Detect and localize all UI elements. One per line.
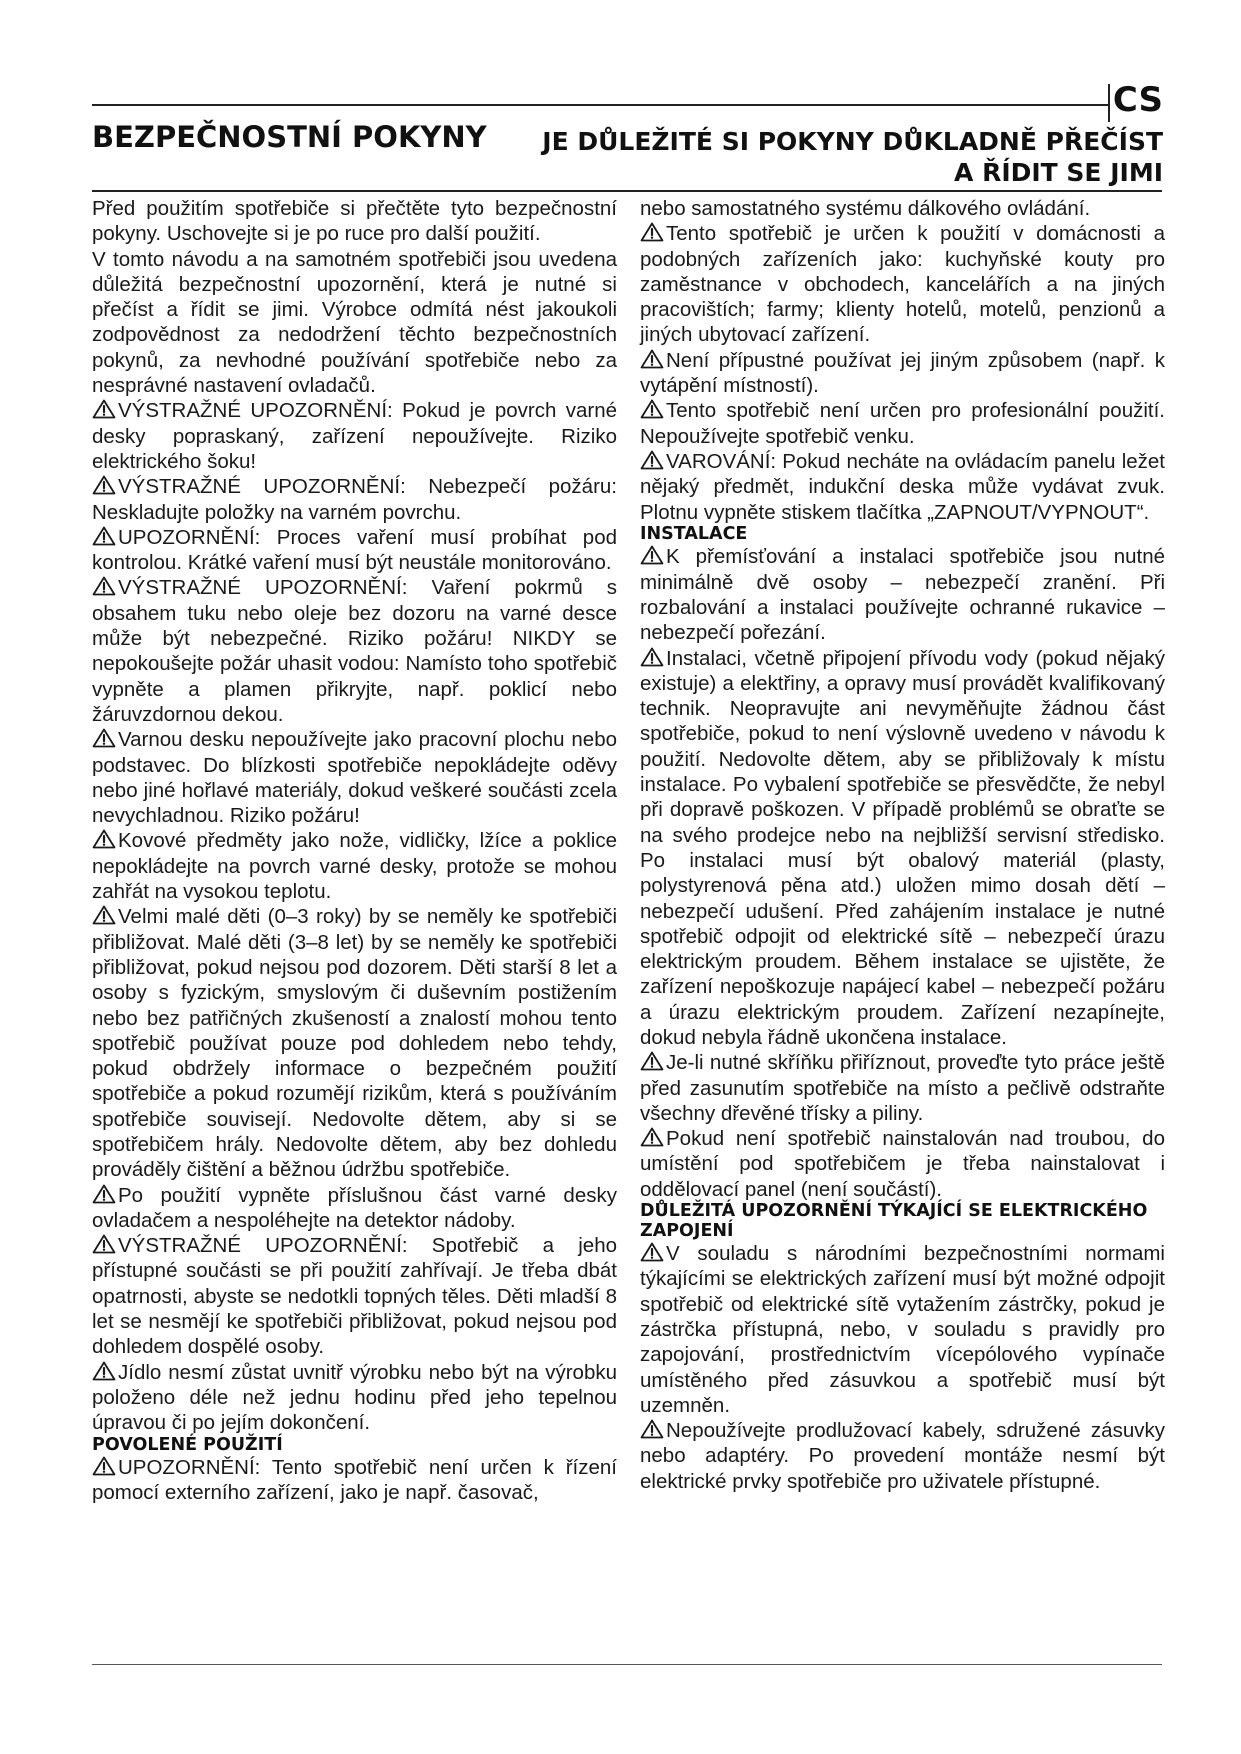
warning-triangle-icon [92, 1361, 116, 1381]
paragraph-text: Tento spotřebič je určen k použití v domácnosti a podobných zařízeních jako: kuchyňské kouty pro zaměstnance v obchodech, kancelářích a na jiných pracovištích; farmy; klienty hotelů, motelů, penzionů a jiných ubytovací zařízení. [640, 222, 1165, 347]
warning-triangle-icon [92, 1234, 116, 1254]
paragraph [92, 575, 617, 727]
paragraph [92, 1455, 617, 1506]
subtitle-line-1: JE DŮLEŽITÉ SI POKYNY DŮKLADNĚ PŘEČÍST [542, 127, 1163, 156]
warning-triangle-icon [92, 526, 116, 546]
page-title: BEZPEČNOSTNÍ POKYNY [92, 120, 487, 154]
language-code: CS [1112, 80, 1163, 120]
paragraph-text: Velmi malé děti (0–3 roky) by se neměly ke spotřebiči přibližovat. Malé děti (3–8 let) by se neměly ke spotřebiči přibližovat, pokud nejsou pod dozorem. Děti starší 8 let a osoby s fyzickým, smyslovým či duševním postižením nebo bez patřičných zkušeností a znalostí mohou tento spotřebič používat pouze pod dohledem nebo tehdy, pokud obdržely informace o bezpečném použití spotřebiče a pokud rozumějí rizikům, která s používáním spotřebiče souvisejí. Nedovolte dětem, aby si se spotřebičem hrály. Nedovolte dětem, aby bez dohledu prováděly čištění a běžnou údržbu spotřebiče. [92, 905, 617, 1182]
warning-triangle-icon [92, 728, 116, 748]
warning-triangle-icon [640, 349, 664, 369]
section-heading [92, 1436, 617, 1456]
paragraph-text: nebo samostatného systému dálkového ovládání. [640, 197, 1091, 220]
subtitle-line-2: A ŘÍDIT SE JIMI [954, 158, 1163, 187]
paragraph [92, 247, 617, 399]
paragraph-text: Je-li nutné skříňku přiříznout, proveďte tyto práce ještě před zasunutím spotřebiče na místo a pečlivě odstraňte všechny dřevěné třísky a piliny. [640, 1051, 1165, 1125]
paragraph [640, 544, 1165, 645]
section-heading [640, 525, 1165, 545]
paragraph [92, 1183, 617, 1234]
paragraph [640, 646, 1165, 1051]
paragraph-text: VAROVÁNÍ: Pokud necháte na ovládacím panelu ležet nějaký předmět, indukční deska může vydávat zvuk. Plotnu vypněte stiskem tlačítka „ZAPNOUT/VYPNOUT“. [640, 449, 1165, 524]
paragraph-text: Jídlo nesmí zůstat uvnitř výrobku nebo být na výrobku položeno déle než jednu hodinu před jeho tepelnou úpravou či po jejím dokončení. [92, 1360, 617, 1435]
paragraph-text: Instalaci, včetně připojení přívodu vody (pokud nějaký existuje) a elektřiny, a opravy musí provádět kvalifikovaný technik. Neopravujte ani nevyměňujte žádnou část spotřebiče, pokud to není výslovně uvedeno v návodu k použití. Nedovolte dětem, aby se přibližovaly k místu instalace. Po vybalení spotřebiče se přesvědčte, že nebyl při dopravě poškozen. V případě problémů se obraťte se na svého prodejce nebo na nejbližší servisní středisko. Po instalaci musí být obalový materiál (plasty, polystyrenová pěna atd.) uložen mimo dosah dětí – nebezpečí udušení. Před zahájením instalace je nutné spotřebič odpojit od elektrické sítě – nebezpečí úrazu elektrickým proudem. Během instalace se ujistěte, že zařízení nepoškozuje napájecí kabel – nebezpečí požáru a úrazu elektrickým proudem. Zařízení nezapínejte, dokud nebyla řádně ukončena instalace. [640, 646, 1165, 1049]
paragraph [92, 525, 617, 576]
warning-triangle-icon [640, 545, 664, 565]
paragraph-text: UPOZORNĚNÍ: Tento spotřebič není určen k řízení pomocí externího zařízení, jako je např. časovač, [92, 1456, 617, 1505]
paragraph [92, 828, 617, 904]
warning-triangle-icon [92, 905, 116, 925]
paragraph-text: VÝSTRAŽNÉ UPOZORNĚNÍ: Spotřebič a jeho přístupné součásti se při použití zahřívají. Je třeba dbát opatrnosti, abyste se nedotkli topných těles. Děti mladší 8 let se nesmějí ke spotřebiči přibližovat, pokud nejsou pod dohledem dospělé osoby. [92, 1234, 617, 1359]
paragraph [640, 449, 1165, 525]
paragraph [640, 1126, 1165, 1202]
paragraph-text: Nepoužívejte prodlužovací kabely, sdružené zásuvky nebo adaptéry. Po provedení montáže nesmí být elektrické prvky spotřebiče pro uživatele přístupné. [640, 1419, 1165, 1493]
paragraph-text: Kovové předměty jako nože, vidličky, lžíce a poklice nepokládejte na povrch varné desky, protože se mohou zahřát na vysokou teplotu. [92, 829, 617, 904]
paragraph [640, 221, 1165, 347]
header-top-rule [92, 104, 1110, 106]
paragraph-text: UPOZORNĚNÍ: Proces vaření musí probíhat pod kontrolou. Krátké vaření musí být neustále monitorováno. [92, 525, 617, 575]
page-subtitle [542, 126, 1163, 188]
warning-triangle-icon [92, 576, 116, 596]
paragraph [640, 196, 1165, 221]
paragraph-text: Tento spotřebič není určen pro profesionální použití. Nepoužívejte spotřebič venku. [640, 399, 1165, 448]
warning-triangle-icon [92, 399, 116, 419]
paragraph [92, 474, 617, 525]
warning-triangle-icon [92, 829, 116, 849]
paragraph-text: V tomto návodu a na samotném spotřebiči jsou uvedena důležitá bezpečnostní upozornění, která je nutné si přečíst a řídit se jimi. Výrobce odmítá nést jakoukoli zodpovědnost za nedodržení těchto bezpečnostních pokynů, za nevhodné používání spotřebiče nebo za nesprávné nastavení ovladačů. [92, 247, 617, 398]
paragraph-text: Varnou desku nepoužívejte jako pracovní plochu nebo podstavec. Do blízkosti spotřebiče nepokládejte oděvy nebo jiné hořlavé materiály, dokud veškeré součásti zcela nevychladnou. Riziko požáru! [92, 728, 617, 828]
paragraph [92, 1233, 617, 1359]
paragraph-text: POVOLENÉ POUŽITÍ [92, 1434, 283, 1455]
header-bottom-rule [92, 190, 1162, 192]
paragraph [92, 1360, 617, 1436]
warning-triangle-icon [640, 1051, 664, 1071]
warning-triangle-icon [640, 647, 664, 667]
warning-triangle-icon [92, 1184, 116, 1204]
paragraph [640, 1241, 1165, 1418]
language-divider [1108, 84, 1110, 122]
paragraph-text: DŮLEŽITÁ UPOZORNĚNÍ TÝKAJÍCÍ SE ELEKTRICKÉHO ZAPOJENÍ [640, 1201, 1148, 1241]
paragraph [92, 398, 617, 474]
paragraph-text: VÝSTRAŽNÉ UPOZORNĚNÍ: Vaření pokrmů s obsahem tuku nebo oleje bez dozoru na varné desce může být nebezpečné. Riziko požáru! NIKDY se nepokoušejte požár uhasit vodou: Namísto toho spotřebič vypněte a plamen přikryjte, např. poklicí nebo žáruvzdornou dekou. [92, 576, 617, 726]
paragraph [640, 1418, 1165, 1494]
paragraph-text: Po použití vypněte příslušnou část varné desky ovladačem a nespoléhejte na detektor nádoby. [92, 1183, 617, 1232]
right-column [640, 196, 1165, 1494]
footer-rule [92, 1664, 1162, 1665]
left-column [92, 196, 617, 1506]
warning-triangle-icon [640, 1242, 664, 1262]
warning-triangle-icon [640, 1127, 664, 1147]
warning-triangle-icon [92, 475, 116, 495]
warning-triangle-icon [640, 222, 664, 242]
paragraph [640, 348, 1165, 399]
section-heading [640, 1202, 1165, 1241]
paragraph-text: Pokud není spotřebič nainstalován nad troubou, do umístění pod spotřebičem je třeba nainstalovat i oddělovací panel (není součástí). [640, 1127, 1165, 1201]
paragraph [92, 196, 617, 247]
paragraph-text: VÝSTRAŽNÉ UPOZORNĚNÍ: Pokud je povrch varné desky popraskaný, zařízení nepoužívejte. Riziko elektrického šoku! [92, 399, 617, 473]
paragraph [92, 727, 617, 828]
warning-triangle-icon [640, 1419, 664, 1439]
paragraph [640, 398, 1165, 449]
paragraph [640, 1050, 1165, 1126]
paragraph [92, 904, 617, 1182]
paragraph-text: Před použitím spotřebiče si přečtěte tyto bezpečnostní pokyny. Uschovejte si je po ruce pro další použití. [92, 197, 617, 246]
paragraph-text: V souladu s národními bezpečnostními normami týkajícími se elektrických zařízení musí být možné odpojit spotřebič od elektrické sítě vytažením zástrčky, pokud je zástrčka přístupná, nebo, v souladu s pravidly pro zapojování, prostřednictvím vícepólového vypínače umístěného před zásuvkou a spotřebič musí být uzemněn. [640, 1242, 1165, 1417]
paragraph-text: K přemísťování a instalaci spotřebiče jsou nutné minimálně dvě osoby – nebezpečí zranění. Při rozbalování a instalaci používejte ochranné rukavice – nebezpečí pořezání. [640, 545, 1165, 645]
paragraph-text: VÝSTRAŽNÉ UPOZORNĚNÍ: Nebezpečí požáru: Neskladujte položky na varném povrchu. [92, 475, 617, 524]
warning-triangle-icon [640, 399, 664, 419]
paragraph-text: INSTALACE [640, 523, 748, 544]
paragraph-text: Není přípustné používat jej jiným způsobem (např. k vytápění místností). [640, 348, 1165, 398]
warning-triangle-icon [640, 450, 664, 470]
warning-triangle-icon [92, 1456, 116, 1476]
